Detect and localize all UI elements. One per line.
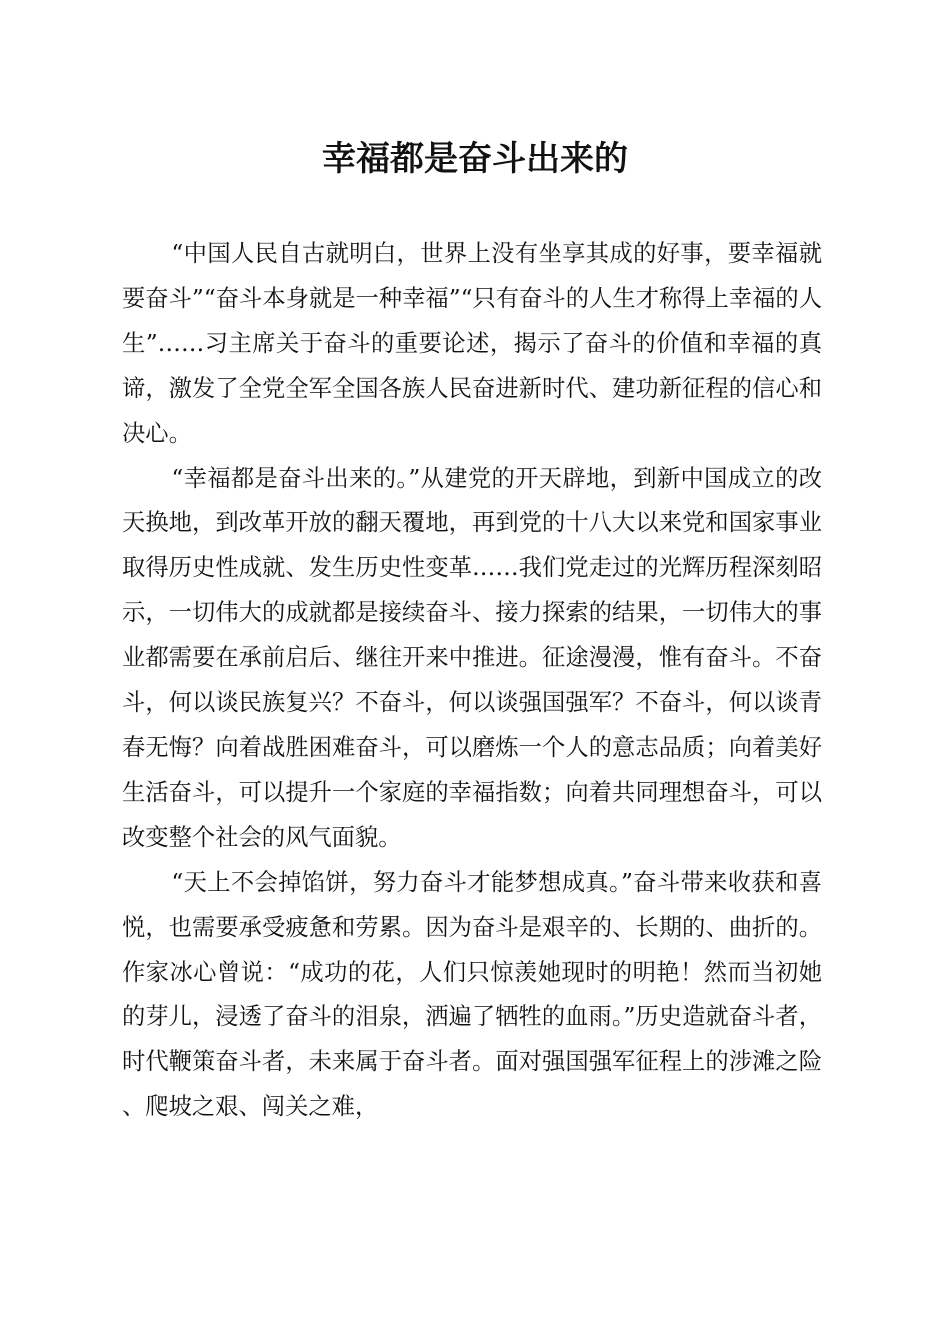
paragraph-1: “中国人民自古就明白，世界上没有坐享其成的好事，要幸福就要奋斗”“奋斗本身就是一种幸福”“只有奋斗的人生才称得上幸福的人生”……习主席关于奋斗的重要论述，揭示了奋斗的价值和幸福的真谛，激发了全党全军全国各族人民奋进新时代、建功新征程的信心和决心。	[122, 240, 822, 447]
document-title: 幸福都是奋斗出来的	[322, 139, 628, 179]
paragraph-3: “天上不会掉馅饼，努力奋斗才能梦想成真。”奋斗带来收获和喜悦，也需要承受疲惫和劳累。因为奋斗是艰辛的、长期的、曲折的。作家冰心曾说：“成功的花，人们只惊羡她现时的明艳！然而当初她的芽儿，浸透了奋斗的泪泉，洒遍了牺牲的血雨。”历史造就奋斗者，时代鞭策奋斗者，未来属于奋斗者。面对强国强军征程上的涉滩之险、爬坡之艰、闯关之难，	[122, 868, 822, 1121]
document-body	[122, 232, 822, 1130]
paragraph-2: “幸福都是奋斗出来的。”从建党的开天辟地，到新中国成立的改天换地，到改革开放的翻天覆地，再到党的十八大以来党和国家事业取得历史性成就、发生历史性变革……我们党走过的光辉历程深刻昭示，一切伟大的成就都是接续奋斗、接力探索的结果，一切伟大的事业都需要在承前启后、继往开来中推进。征途漫漫，惟有奋斗。不奋斗，何以谈民族复兴？不奋斗，何以谈强国强军？不奋斗，何以谈青春无悔？向着战胜困难奋斗，可以磨炼一个人的意志品质；向着美好生活奋斗，可以提升一个家庭的幸福指数；向着共同理想奋斗，可以改变整个社会的风气面貌。	[122, 464, 822, 851]
